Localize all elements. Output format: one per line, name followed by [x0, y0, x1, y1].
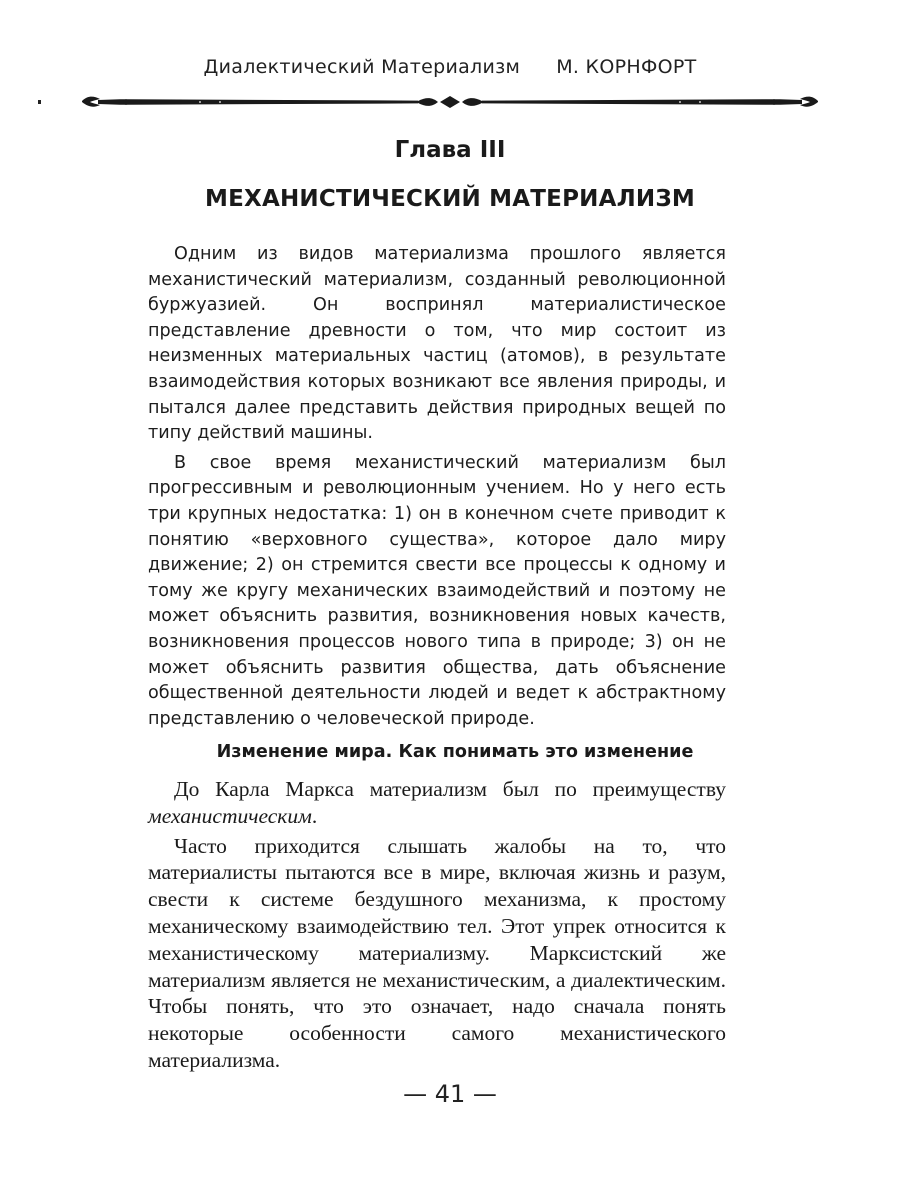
chapter-label: Глава III — [394, 137, 506, 163]
speck-mark — [38, 100, 41, 104]
emphasis-text: механистическим — [148, 803, 312, 828]
intro-paragraph: В свое время механистический материализм был прогрессивным и революционным учением. Но у него есть три крупных недостатка: 1) он в конечном счете приводит к понятию «верховного существа», которое дало миру движение; 2) он стремится свести все процессы к одному и тому же кругу механических взаимодействий и поэтому не может объяснить развития, возникновения новых качеств, возникновения процессов нового типа в природе; 3) он не может объяснить развития общества, дать объяснение общественной деятельности людей и ведет к абстрактному представлению о человеческой природе. — [148, 452, 726, 729]
intro-paragraph: Одним из видов материализма прошлого является механистический материализм, созданный революционной буржуазией. Он воспринял материалистическое представление древности о том, что мир состоит из неизменных материальных частиц (атомов), в результате взаимодействия которых возникают все явления природы, и пытался далее представить действия природных вещей по типу действий машины. — [148, 244, 726, 444]
header-ornament-rule — [80, 86, 820, 118]
paragraph-end: . — [311, 803, 318, 828]
author-name: М. КОРНФОРТ — [556, 56, 697, 78]
running-header — [0, 56, 900, 78]
section-paragraph: Часто приходится слышать жалобы на то, что материалисты пытаются все в мире, включая жизнь и разум, свести к системе бездушного механизма, к простому механическому взаимодействию тел. Этот упрек относится к механистическому материализму. Марксистский же материализм является не механистическим, а диалектическим. Чтобы понять, что это означает, надо сначала понять некоторые особенности самого механистического материализма. — [148, 833, 726, 1072]
section-heading: Изменение мира. Как понимать это изменение — [216, 742, 694, 762]
section-paragraph — [148, 776, 726, 830]
intro-text — [148, 242, 726, 736]
book-title: Диалектический Материализм — [203, 56, 521, 78]
page-number: — 41 — — [403, 1080, 497, 1108]
paragraph-text: До Карла Маркса материализм был по преимуществу — [174, 777, 726, 801]
chapter-title: МЕХАНИСТИЧЕСКИЙ МАТЕРИАЛИЗМ — [205, 186, 695, 212]
section-text — [148, 776, 726, 1077]
